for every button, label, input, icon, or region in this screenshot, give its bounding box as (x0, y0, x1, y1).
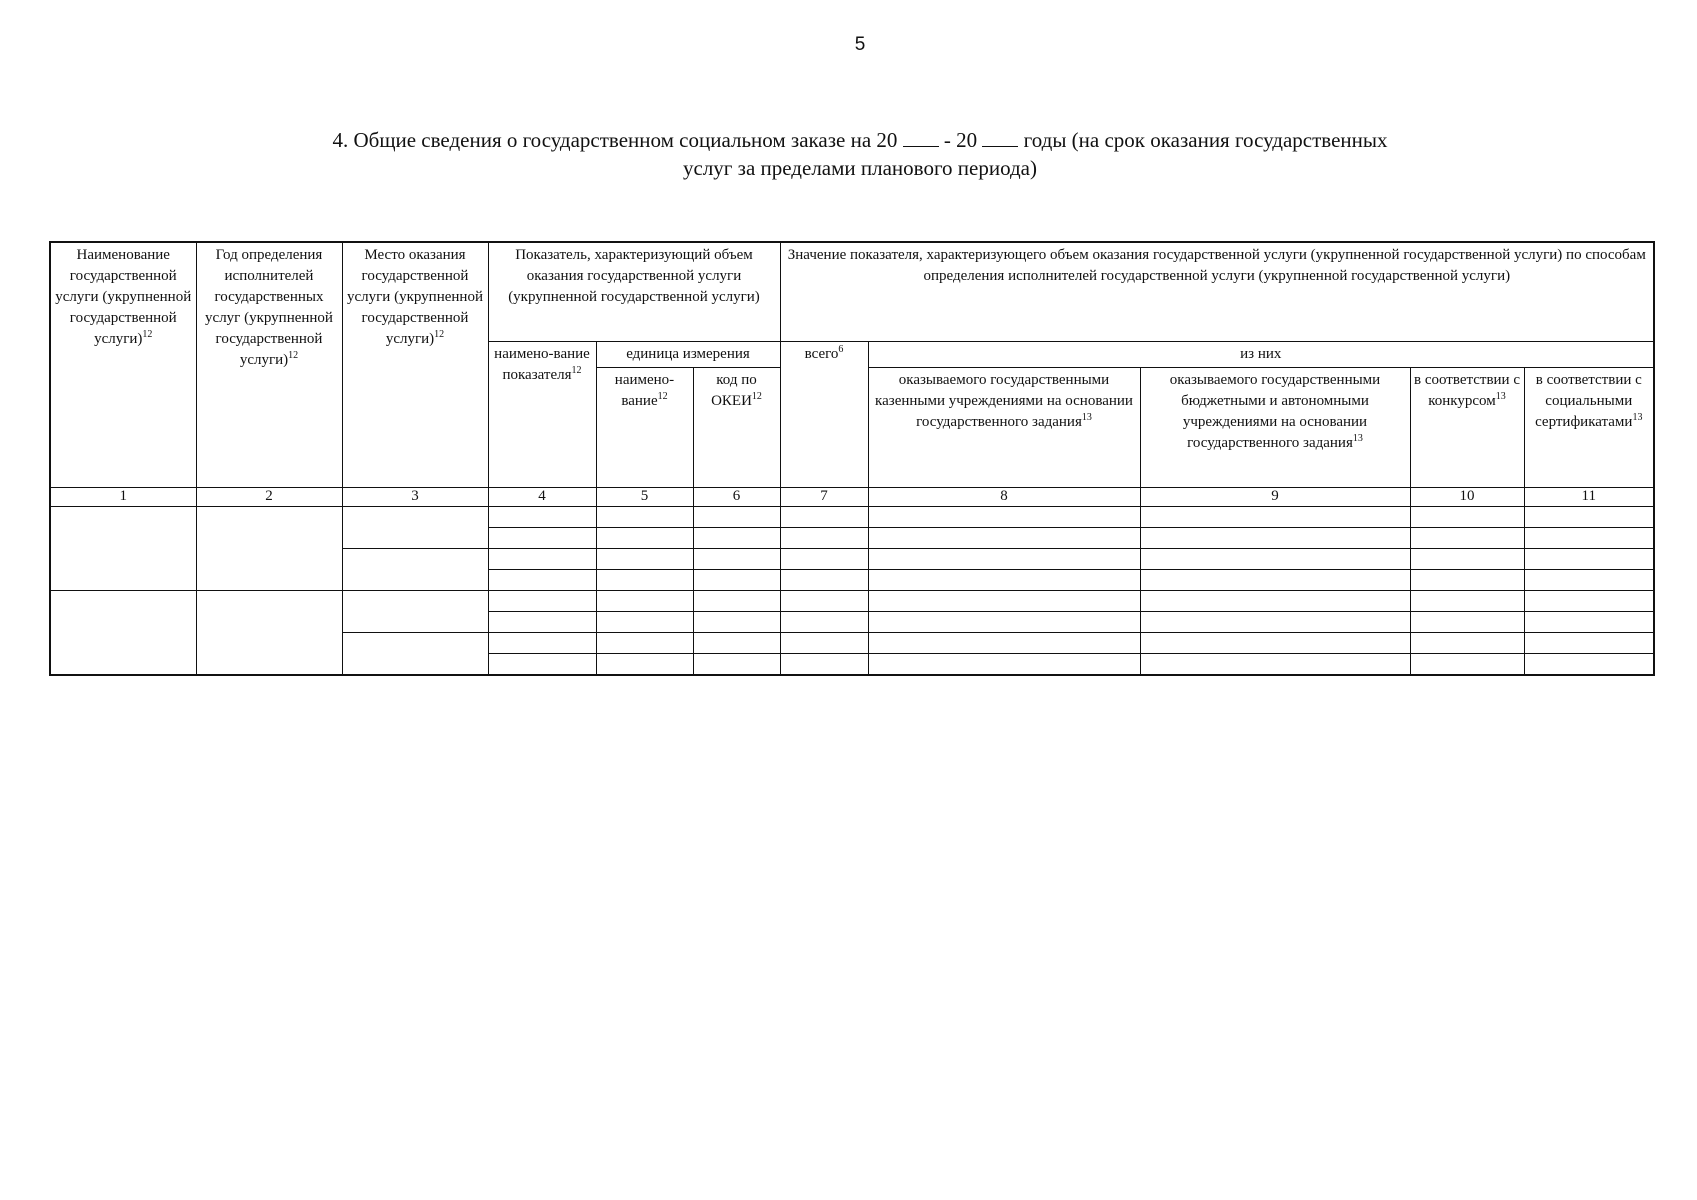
table-cell[interactable] (693, 506, 780, 527)
header-unit-name: наимено-вание$^{12}$ (596, 367, 693, 487)
table-cell[interactable] (1140, 569, 1410, 590)
table-cell[interactable] (1524, 527, 1654, 548)
table-cell[interactable] (596, 653, 693, 675)
table-cell[interactable] (1410, 611, 1524, 632)
table-cell[interactable] (868, 611, 1140, 632)
table-cell[interactable] (693, 632, 780, 653)
table-cell[interactable] (1140, 527, 1410, 548)
table-cell[interactable] (1140, 611, 1410, 632)
cell-service-name[interactable] (50, 590, 196, 675)
table-cell[interactable] (868, 527, 1140, 548)
table-cell[interactable] (488, 653, 596, 675)
table-cell[interactable] (1410, 506, 1524, 527)
table-cell[interactable] (596, 548, 693, 569)
table-cell[interactable] (693, 548, 780, 569)
header-value-group: Значение показателя, характеризующего объем оказания государственной услуги (укрупненной государственной услуги) по способам определения исполнителей государственной услуги (укрупненной государственной услуги) (780, 242, 1654, 341)
cell-place[interactable] (342, 632, 488, 675)
table-cell[interactable] (1410, 590, 1524, 611)
table-cell[interactable] (780, 569, 868, 590)
table-cell[interactable] (1140, 590, 1410, 611)
table-cell[interactable] (693, 611, 780, 632)
table-cell[interactable] (1140, 632, 1410, 653)
table-cell[interactable] (780, 527, 868, 548)
table-cell[interactable] (1410, 548, 1524, 569)
header-okei-code: код по ОКЕИ$^{12}$ (693, 367, 780, 487)
table-cell[interactable] (868, 569, 1140, 590)
cell-place[interactable] (342, 548, 488, 590)
title-line-2: услуг за пределами планового периода) (683, 156, 1037, 180)
cell-place[interactable] (342, 506, 488, 548)
table-cell[interactable] (693, 653, 780, 675)
table-cell[interactable] (488, 506, 596, 527)
table-cell[interactable] (868, 653, 1140, 675)
table-cell[interactable] (693, 569, 780, 590)
table-row (50, 590, 1654, 611)
title-part-3: годы (на срок оказания государственных (1023, 128, 1388, 152)
table-cell[interactable] (1140, 653, 1410, 675)
table-cell[interactable] (693, 527, 780, 548)
table-cell[interactable] (1524, 548, 1654, 569)
table-cell[interactable] (693, 590, 780, 611)
header-total: всего$^6$ (780, 341, 868, 487)
year-blank-1[interactable] (903, 128, 939, 147)
header-service-name: Наименование государственной услуги (укрупненной государственной услуги)$^{12}$ (50, 242, 196, 487)
header-unit-group: единица измерения (596, 341, 780, 367)
table-cell[interactable] (488, 632, 596, 653)
social-order-table (49, 241, 1655, 676)
header-budget-autonomous: оказываемого государственными бюджетными и автономными учреждениями на основании государственного задания$^{13}$ (1140, 367, 1410, 487)
header-indicator-name: наимено-вание показателя$^{12}$ (488, 341, 596, 487)
header-certificates: в соответствии с социальными сертификатами$^{13}$ (1524, 367, 1654, 487)
table-cell[interactable] (868, 590, 1140, 611)
table-cell[interactable] (596, 506, 693, 527)
table-cell[interactable] (1410, 527, 1524, 548)
table-cell[interactable] (1524, 590, 1654, 611)
column-number: 6 (693, 487, 780, 506)
table-cell[interactable] (1524, 569, 1654, 590)
table-cell[interactable] (780, 611, 868, 632)
table-cell[interactable] (1410, 569, 1524, 590)
table-cell[interactable] (1524, 632, 1654, 653)
table-cell[interactable] (1524, 653, 1654, 675)
header-year: Год определения исполнителей государственных услуг (укрупненной государственной услуги)$^{12}$ (196, 242, 342, 487)
column-number: 4 (488, 487, 596, 506)
table-cell[interactable] (488, 569, 596, 590)
table-cell[interactable] (868, 548, 1140, 569)
table-cell[interactable] (1410, 632, 1524, 653)
table-cell[interactable] (780, 590, 868, 611)
table-cell[interactable] (1140, 548, 1410, 569)
table-cell[interactable] (488, 611, 596, 632)
year-blank-2[interactable] (982, 128, 1018, 147)
table-cell[interactable] (780, 653, 868, 675)
title-part-1: 4. Общие сведения о государственном социальном заказе на 20 (332, 128, 898, 152)
cell-service-name[interactable] (50, 506, 196, 590)
header-indicator-group: Показатель, характеризующий объем оказания государственной услуги (укрупненной государственной услуги) (488, 242, 780, 341)
table-cell[interactable] (1524, 611, 1654, 632)
table-cell[interactable] (868, 632, 1140, 653)
table-cell[interactable] (596, 632, 693, 653)
table-cell[interactable] (1140, 506, 1410, 527)
table-cell[interactable] (488, 590, 596, 611)
cell-year[interactable] (196, 590, 342, 675)
cell-year[interactable] (196, 506, 342, 590)
table-cell[interactable] (780, 632, 868, 653)
column-number: 3 (342, 487, 488, 506)
column-number: 2 (196, 487, 342, 506)
table-cell[interactable] (596, 590, 693, 611)
column-number: 7 (780, 487, 868, 506)
column-number: 5 (596, 487, 693, 506)
table-cell[interactable] (780, 506, 868, 527)
table-cell[interactable] (488, 548, 596, 569)
header-place: Место оказания государственной услуги (укрупненной государственной услуги)$^{12}$ (342, 242, 488, 487)
column-number-row (50, 487, 1654, 506)
table-cell[interactable] (1410, 653, 1524, 675)
column-number: 8 (868, 487, 1140, 506)
header-competition: в соответствии с конкурсом$^{13}$ (1410, 367, 1524, 487)
page-number: 5 (854, 34, 866, 55)
table-cell[interactable] (780, 548, 868, 569)
table-cell[interactable] (1524, 506, 1654, 527)
column-number: 1 (50, 487, 196, 506)
table-cell[interactable] (596, 527, 693, 548)
column-number: 10 (1410, 487, 1524, 506)
header-kazennye: оказываемого государственными казенными учреждениями на основании государственного задания$^{13}$ (868, 367, 1140, 487)
column-number: 11 (1524, 487, 1654, 506)
table-cell[interactable] (868, 506, 1140, 527)
table-row (50, 506, 1654, 527)
header-of-them: из них (868, 341, 1654, 367)
section-title (180, 126, 1540, 182)
table-cell[interactable] (596, 611, 693, 632)
table-cell[interactable] (596, 569, 693, 590)
table-cell[interactable] (488, 527, 596, 548)
column-number: 9 (1140, 487, 1410, 506)
title-part-2: - 20 (943, 128, 978, 152)
cell-place[interactable] (342, 590, 488, 632)
